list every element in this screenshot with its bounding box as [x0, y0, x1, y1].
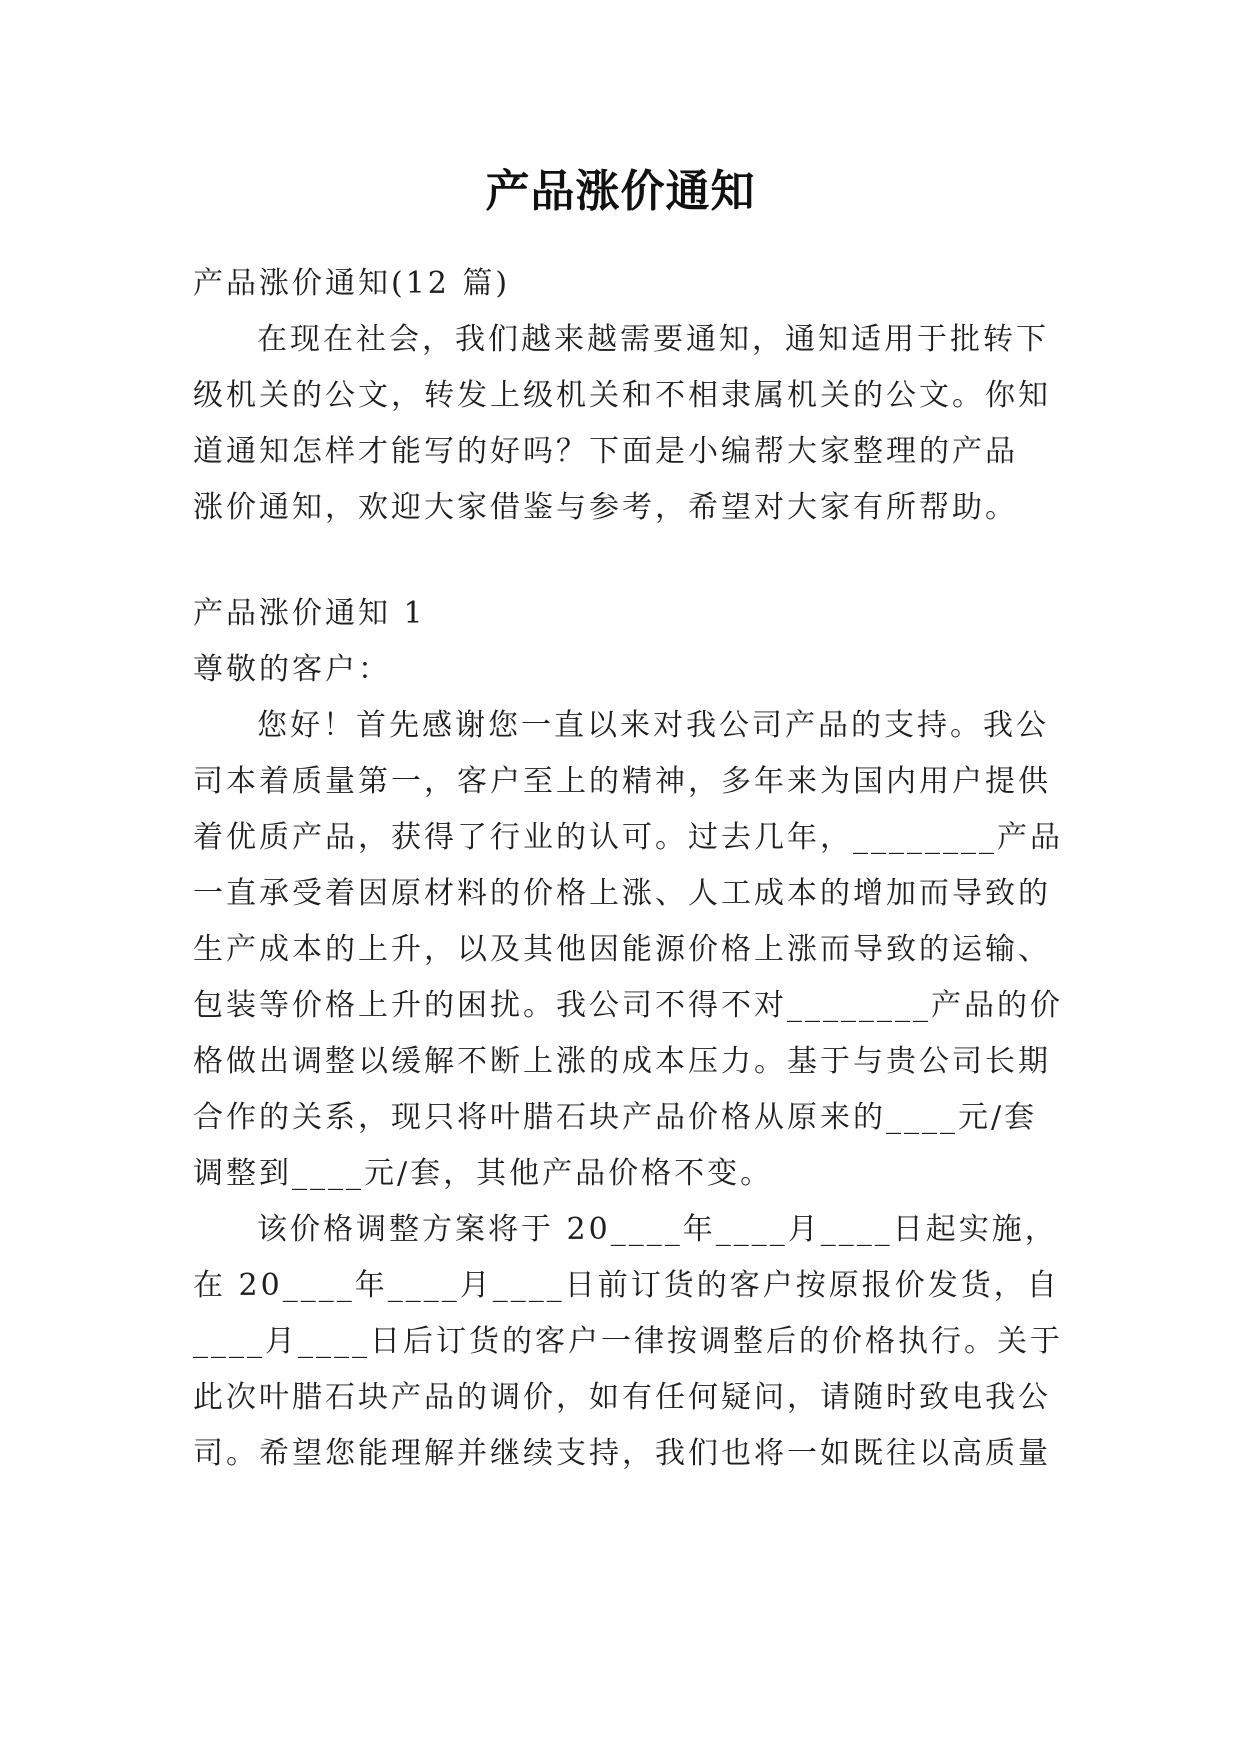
section-heading: 产品涨价通知 1: [193, 596, 426, 631]
body-line: 格做出调整以缓解不断上涨的成本压力。基于与贵公司长期: [193, 1044, 1051, 1079]
body-line: 在 20____年____月____日前订货的客户按原报价发货，自: [193, 1268, 1060, 1303]
intro-line: 涨价通知，欢迎大家借鉴与参考，希望对大家有所帮助。: [193, 490, 1018, 525]
body-line: 此次叶腊石块产品的调价，如有任何疑问，请随时致电我公: [193, 1380, 1051, 1415]
salutation: 尊敬的客户：: [193, 652, 391, 687]
body-line: 调整到____元/套，其他产品价格不变。: [193, 1156, 774, 1191]
intro-line: 级机关的公文，转发上级机关和不相隶属机关的公文。你知: [193, 378, 1051, 413]
document-title: 产品涨价通知: [485, 166, 756, 217]
body-line: 包装等价格上升的困扰。我公司不得不对________产品的价: [193, 988, 1063, 1023]
body-line: 您好！首先感谢您一直以来对我公司产品的支持。我公: [257, 708, 1049, 743]
body-line: 司本着质量第一，客户至上的精神，多年来为国内用户提供: [193, 764, 1051, 799]
intro-line: 道通知怎样才能写的好吗？下面是小编帮大家整理的产品: [193, 434, 1018, 469]
body-line: 生产成本的上升，以及其他因能源价格上涨而导致的运输、: [193, 932, 1051, 967]
body-line: 一直承受着因原材料的价格上涨、人工成本的增加而导致的: [193, 876, 1051, 911]
body-line: 司。希望您能理解并继续支持，我们也将一如既往以高质量: [193, 1436, 1051, 1471]
intro-line: 在现在社会，我们越来越需要通知，通知适用于批转下: [257, 322, 1049, 357]
body-line: 合作的关系，现只将叶腊石块产品价格从原来的____元/套: [193, 1100, 1038, 1135]
body-line: 着优质产品，获得了行业的认可。过去几年，________产品: [193, 820, 1063, 855]
document-subtitle: 产品涨价通知(12 篇): [193, 266, 511, 301]
body-line: 该价格调整方案将于 20____年____月____日起实施，: [257, 1212, 1058, 1247]
body-line: ____月____日后订货的客户一律按调整后的价格执行。关于: [193, 1324, 1063, 1359]
